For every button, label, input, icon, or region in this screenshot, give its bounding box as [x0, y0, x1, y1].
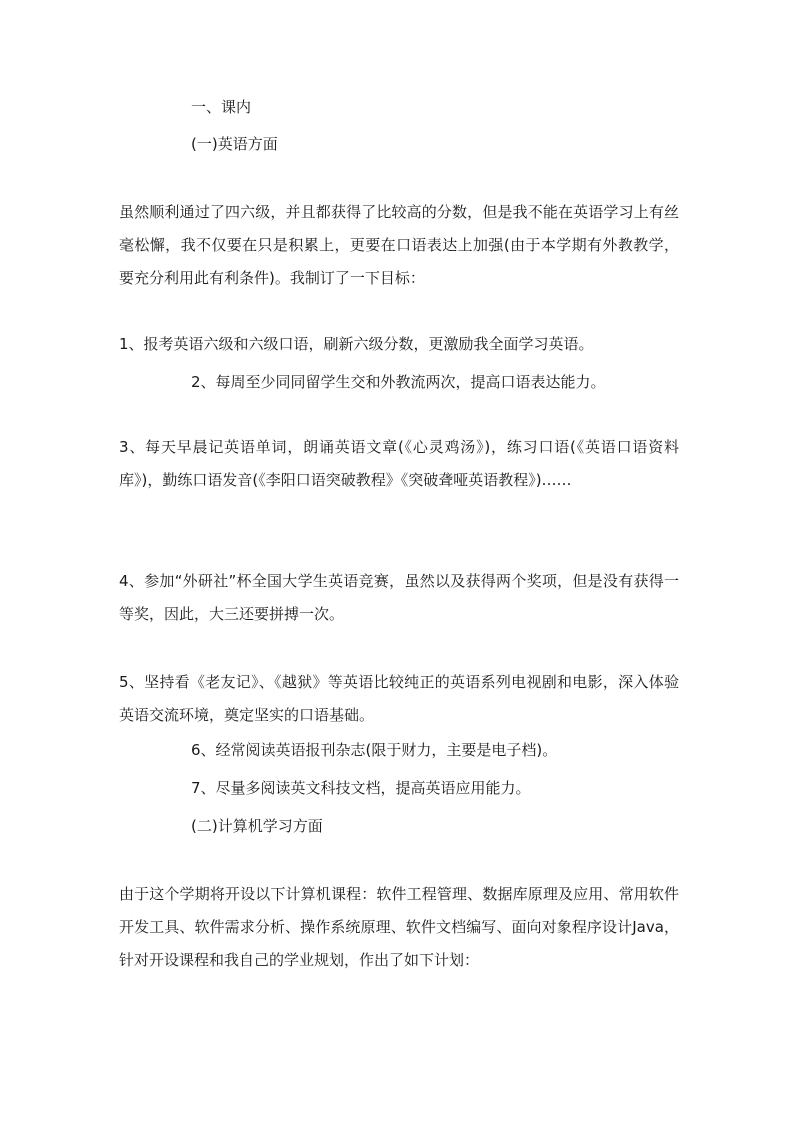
list-item-6: 6、经常阅读英语报刊杂志(限于财力，主要是电子档)。 [191, 741, 558, 759]
section-heading-in-class: 一、课内 [191, 98, 252, 116]
paragraph-english-intro: 虽然顺利通过了四六级，并且都获得了比较高的分数，但是我不能在英语学习上有丝毫松懈，我不仅要在只是积累上，更要在口语表达上加强(由于本学期有外教教学，要充分利用此有利条件)。我制订了一下目标： [119, 203, 679, 287]
list-item-7: 7、尽量多阅读英文科技文档，提高英语应用能力。 [191, 779, 531, 797]
list-item-2: 2、每周至少同同留学生交和外教流两次，提高口语表达能力。 [191, 373, 606, 391]
subheading-english: (一)英语方面 [191, 135, 278, 153]
list-item-1: 1、报考英语六级和六级口语，刷新六级分数，更激励我全面学习英语。 [119, 335, 594, 353]
subheading-computer: (二)计算机学习方面 [191, 817, 323, 835]
paragraph-computer-intro: 由于这个学期将开设以下计算机课程：软件工程管理、数据库原理及应用、常用软件开发工具、软件需求分析、操作系统原理、软件文档编写、面向对象程序设计Java，针对开设课程和我自己的学业规划，作出了如下计划： [119, 885, 679, 969]
list-item-3: 3、每天早晨记英语单词，朗诵英语文章(《心灵鸡汤》)，练习口语(《英语口语资料库》)，勤练口语发音(《李阳口语突破教程》《突破聋哑英语教程》)…… [119, 438, 679, 489]
list-item-4: 4、参加“外研社”杯全国大学生英语竞赛，虽然以及获得两个奖项，但是没有获得一等奖，因此，大三还要拼搏一次。 [119, 572, 679, 623]
list-item-5: 5、坚持看《老友记》、《越狱》等英语比较纯正的英语系列电视剧和电影，深入体验英语交流环境，奠定坚实的口语基础。 [119, 673, 679, 724]
